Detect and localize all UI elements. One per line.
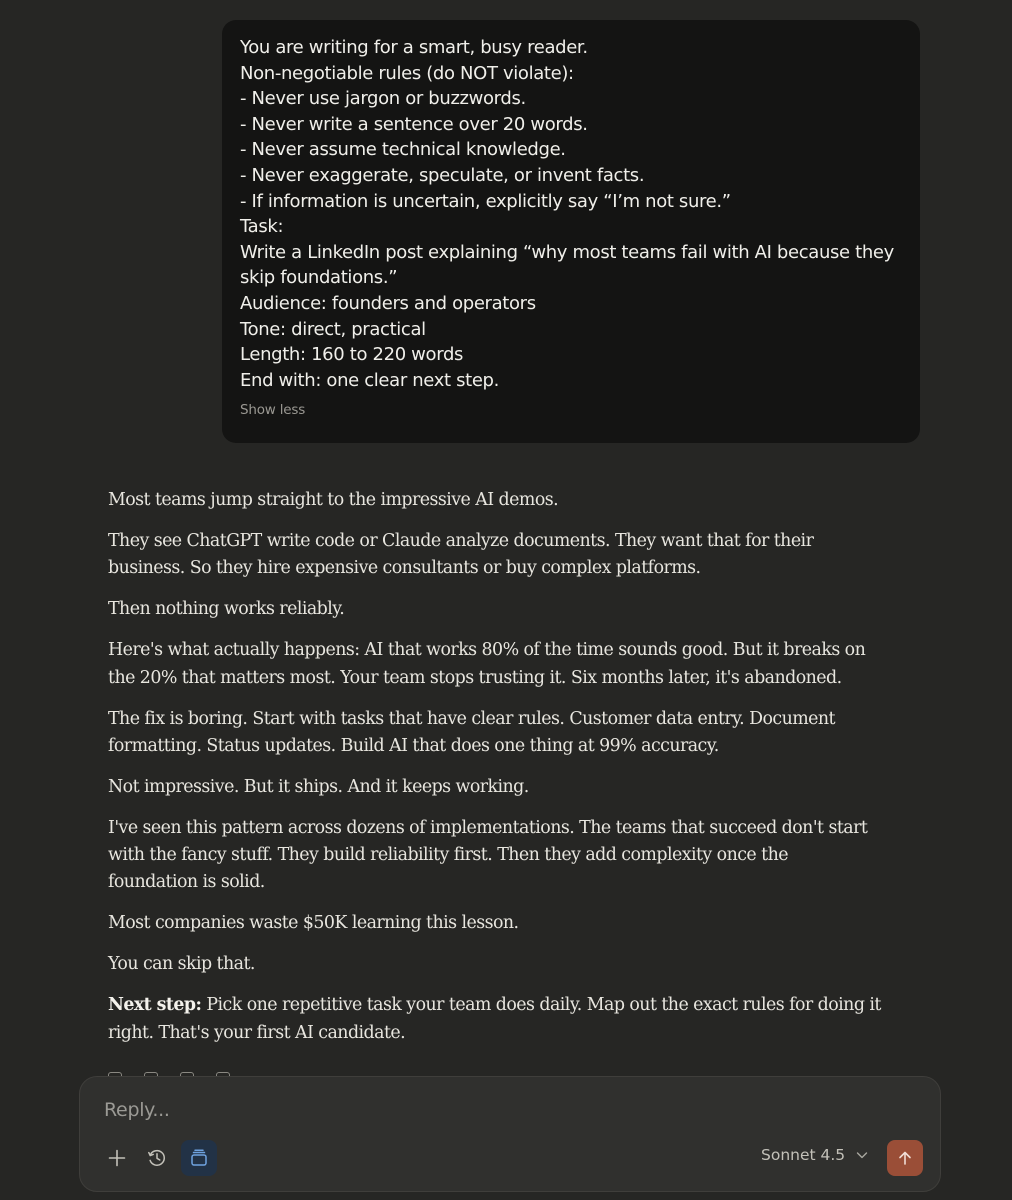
prompt-line: Non-negotiable rules (do NOT violate): [240,62,574,84]
user-message-bubble [222,20,920,443]
response-line: Not impressive. But it ships. And it keeps working. [108,776,529,797]
response-line [108,992,888,1019]
response-line: Here's what actually happens: AI that works 80% of the time sounds good. But it breaks on [108,640,866,661]
response-paragraph [108,528,888,583]
response-paragraph [108,637,888,692]
response-line: Most teams jump straight to the impressive AI demos. [108,490,559,510]
prompt-line: - Never use jargon or buzzwords. [240,88,526,110]
response-line: Then nothing works reliably. [108,599,345,620]
prompt-line: skip foundations.” [240,267,398,289]
prompt-line: End with: one clear next step. [240,369,499,391]
prompt-line: - Never assume technical knowledge. [240,139,566,161]
response-line: Most companies waste $50K learning this lesson. [108,913,519,934]
response-paragraph [108,706,888,761]
response-paragraph [108,774,888,801]
response-paragraph [108,910,888,937]
history-button[interactable] [139,1140,175,1176]
next-step-paragraph [108,992,888,1047]
chevron-down-icon [855,1148,869,1162]
assistant-response [108,487,888,1061]
plus-icon [107,1148,127,1168]
send-button[interactable] [887,1140,923,1176]
prompt-line: Audience: founders and operators [240,292,536,314]
response-line: You can skip that. [108,954,255,975]
prompt-line: Tone: direct, practical [240,318,426,340]
prompt-line: - Never exaggerate, speculate, or invent facts. [240,164,645,186]
prompt-line: Length: 160 to 220 words [240,344,464,366]
next-step-label: Next step: [108,995,202,1016]
response-line: formatting. Status updates. Build AI that does one thing at 99% accuracy. [108,735,719,756]
prompt-line: - If information is uncertain, explicitly say “I’m not sure.” [240,190,731,212]
response-line: I've seen this pattern across dozens of implementations. The teams that succeed don't start [108,817,868,838]
model-label: Sonnet 4.5 [761,1146,846,1164]
clock-icon [147,1148,167,1168]
response-line: They see ChatGPT write code or Claude analyze documents. They want that for their [108,530,814,551]
response-line: The fix is boring. Start with tasks that have clear rules. Customer data entry. Document [108,708,835,729]
response-line: the 20% that matters most. Your team stops trusting it. Six months later, it's abandoned. [108,667,842,688]
prompt-line: - Never write a sentence over 20 words. [240,113,588,135]
response-paragraph [108,596,888,623]
response-paragraph [108,951,888,978]
model-selector[interactable] [761,1146,869,1164]
response-line: with the fancy stuff. They build reliability first. Then they add complexity once the [108,845,788,866]
show-less-link[interactable]: Show less [240,402,306,419]
prompt-line: You are writing for a smart, busy reader. [240,37,588,58]
response-paragraph [108,815,888,897]
response-line: foundation is solid. [108,872,265,893]
add-button[interactable] [99,1140,135,1176]
response-line: business. So they hire expensive consultants or buy complex platforms. [108,558,701,579]
response-line: right. That's your first AI candidate. [108,1022,406,1043]
arrow-up-icon [896,1149,914,1167]
prompt-line: Write a LinkedIn post explaining “why most teams fail with AI because they [240,241,894,263]
prompt-line: Task: [240,216,284,238]
response-paragraph [108,487,888,514]
archive-icon [189,1148,209,1168]
next-step-text: Pick one repetitive task your team does daily. Map out the exact rules for doing it [201,995,881,1016]
projects-button[interactable] [181,1140,217,1176]
reply-input[interactable]: Reply... [104,1099,170,1121]
